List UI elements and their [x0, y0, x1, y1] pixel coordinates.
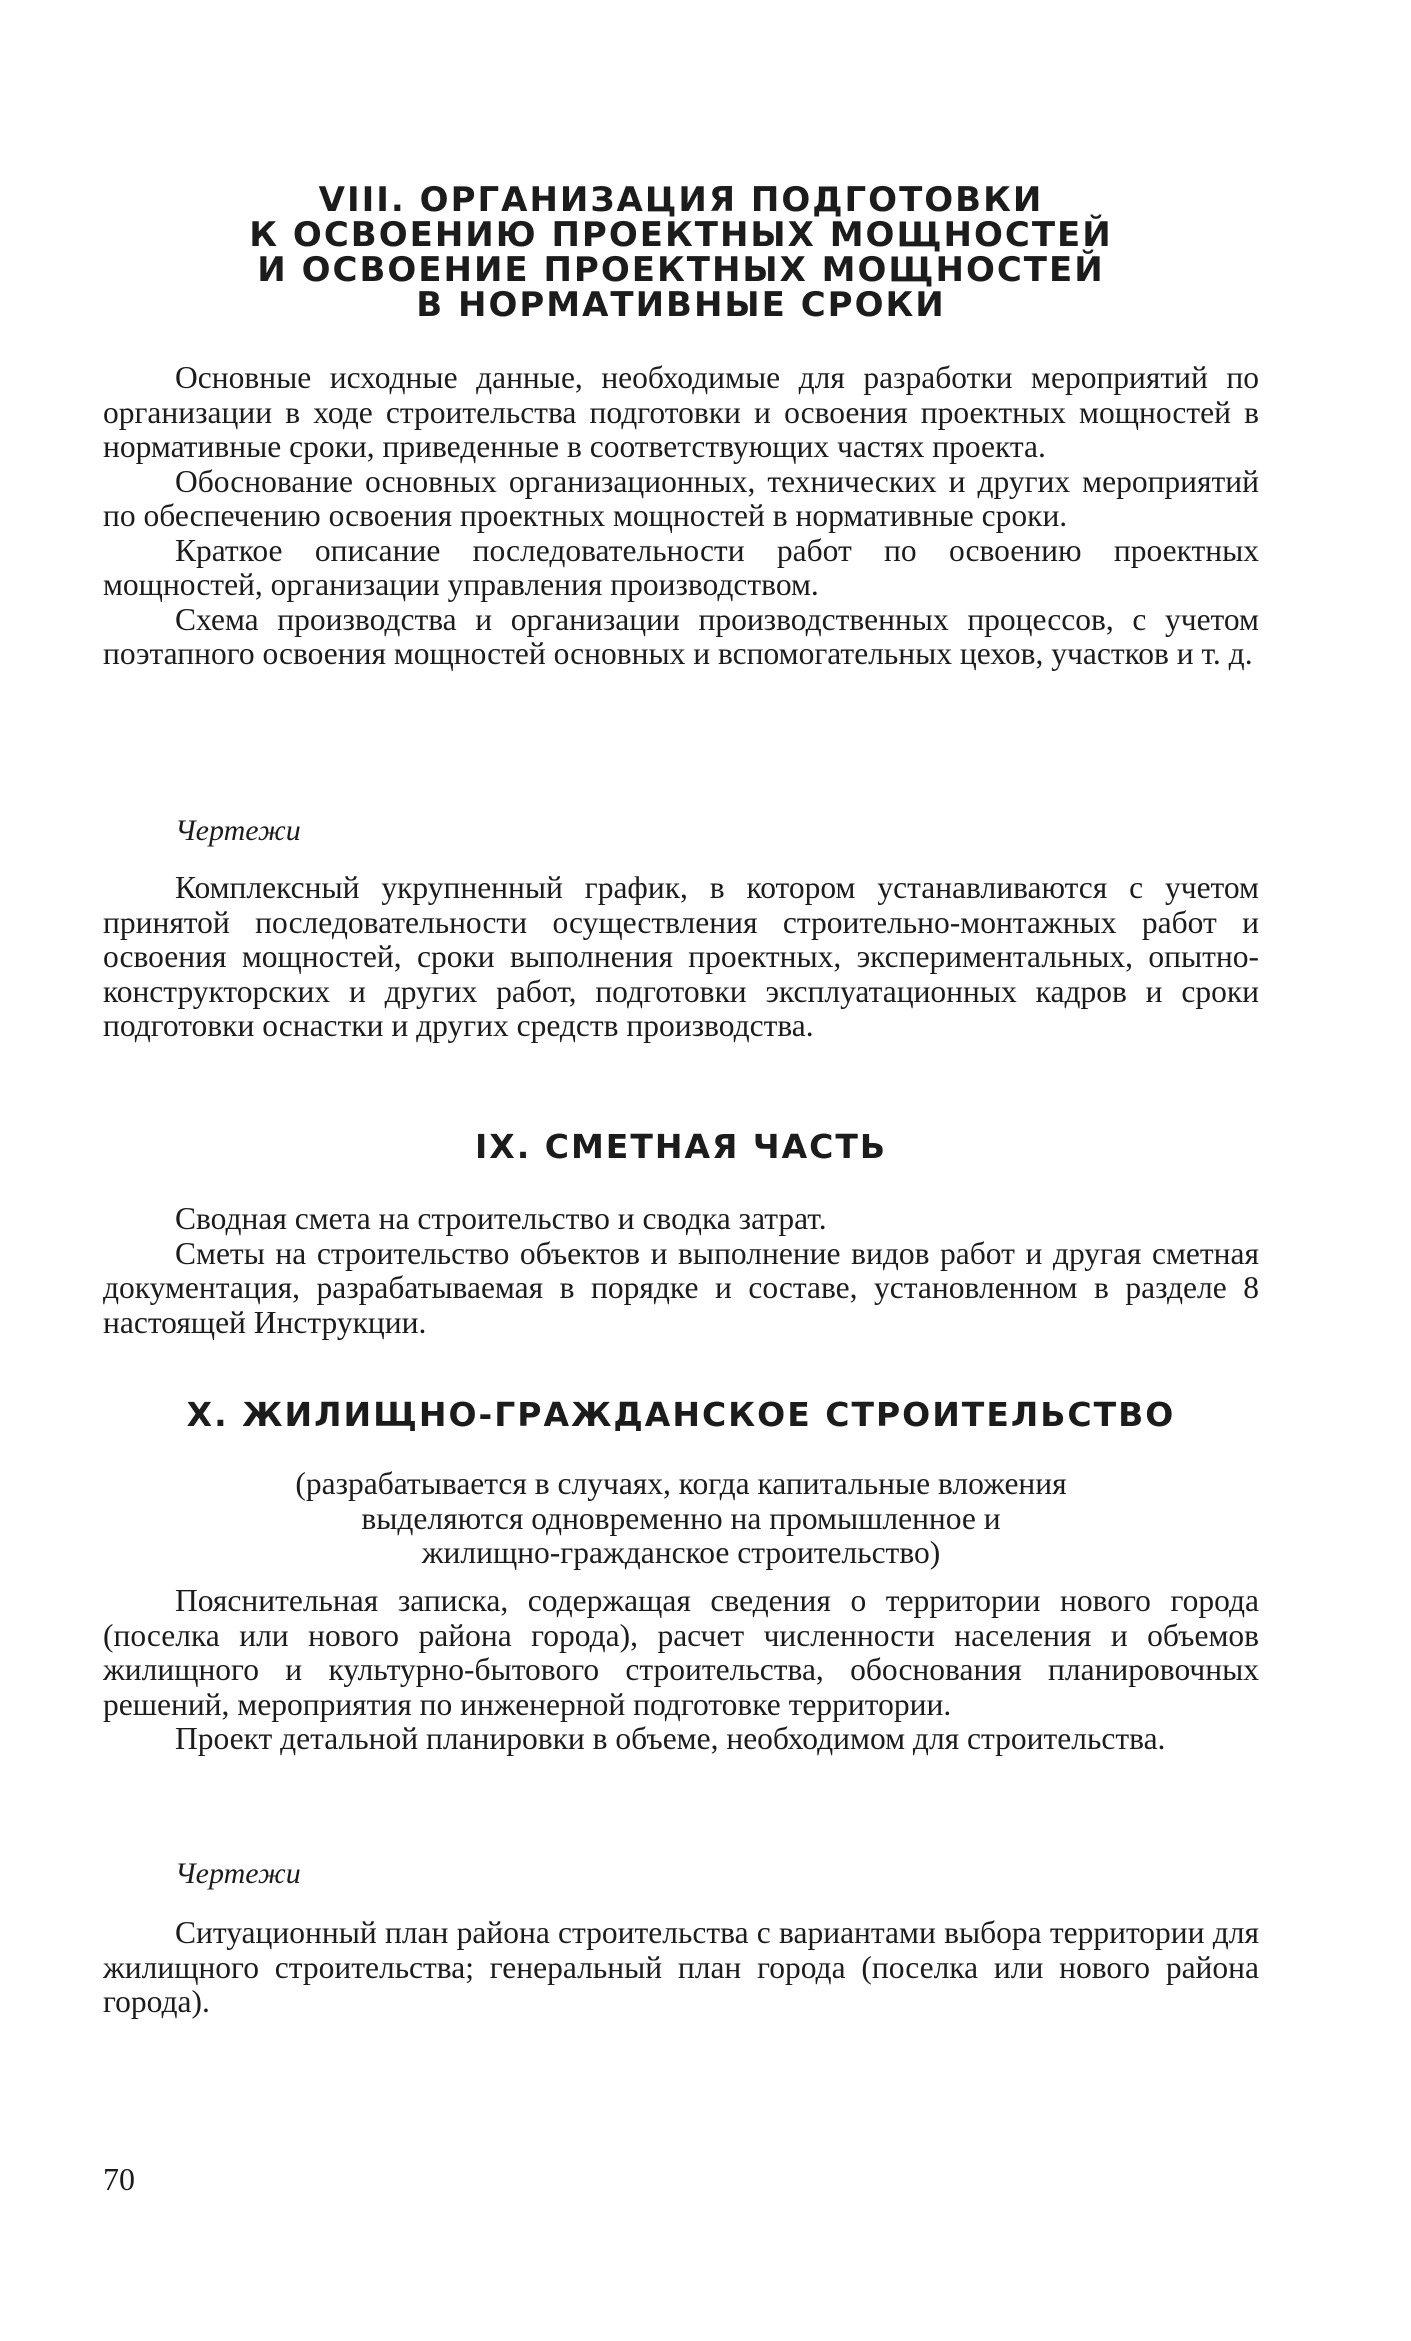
- section-x-drawings-body: [103, 1916, 1259, 2020]
- section-viii-title-line-3: И ОСВОЕНИЕ ПРОЕКТНЫХ МОЩНОСТЕЙ: [257, 250, 1105, 290]
- section-x-note-line-3: жилищно-гражданское строительство): [421, 1535, 941, 1570]
- section-x-drawings-label: Чертежи: [175, 1857, 301, 1890]
- section-x-scope-note: [103, 1467, 1259, 1571]
- section-x-body: [103, 1584, 1259, 1757]
- section-ix-paragraph-2: Сметы на строительство объектов и выполнение видов работ и другая сметная документация, разрабатываемая в порядке и составе, установленном в разделе 8 настоящей Инструкции.: [103, 1235, 1259, 1340]
- section-ix-paragraph-1: Сводная смета на строительство и сводка затрат.: [175, 1201, 827, 1236]
- section-x-note-line-1: (разрабатывается в случаях, когда капитальные вложения: [295, 1466, 1067, 1501]
- section-viii-title-line-1: VIII. ОРГАНИЗАЦИЯ ПОДГОТОВКИ: [318, 180, 1044, 220]
- section-ix-body: [103, 1202, 1259, 1340]
- section-viii-drawings-label: Чертежи: [175, 814, 301, 847]
- section-x-drawings-paragraph: Ситуационный план района строительства с вариантами выбора территории для жилищного строительства; генеральный план города (поселка или нового района города).: [103, 1915, 1259, 2019]
- section-viii-drawings-paragraph: Комплексный укрупненный график, в котором устанавливаются с учетом принятой последовательности осуществления строительно-монтажных работ и освоения мощностей, сроки выполнения проектных, экспериментальных, опытно-конструкторских и других работ, подготовки эксплуатационных кадров и сроки подготовки оснастки и других средств производства.: [103, 870, 1259, 1043]
- section-viii-title-line-2: К ОСВОЕНИЮ ПРОЕКТНЫХ МОЩНОСТЕЙ: [249, 215, 1113, 255]
- section-viii-title-line-4: В НОРМАТИВНЫЕ СРОКИ: [416, 285, 946, 325]
- section-x-title: X. ЖИЛИЩНО-ГРАЖДАНСКОЕ СТРОИТЕЛЬСТВО: [186, 1395, 1176, 1434]
- section-x-paragraph-2: Проект детальной планировки в объеме, необходимом для строительства.: [175, 1721, 1166, 1756]
- section-viii-title: [103, 180, 1259, 325]
- section-viii-paragraph-1: Основные исходные данные, необходимые для разработки мероприятий по организации в ходе строительства подготовки и освоения проектных мощностей в нормативные сроки, приведенные в соответствующих частях проекта.: [103, 360, 1259, 464]
- section-viii-body: [103, 361, 1259, 672]
- section-x-paragraph-1: Пояснительная записка, содержащая сведения о территории нового города (поселка или нового района города), расчет численности населения и объемов жилищного и культурно-бытового строительства, обоснования планировочных решений, мероприятия по инженерной подготовке территории.: [103, 1583, 1259, 1722]
- section-ix-title: IX. СМЕТНАЯ ЧАСТЬ: [474, 1127, 887, 1166]
- section-viii-paragraph-3: Краткое описание последовательности работ по освоению проектных мощностей, организации управления производством.: [103, 532, 1259, 602]
- section-viii-drawings-body: [103, 871, 1259, 1044]
- page-number: 70: [103, 2161, 135, 2197]
- section-viii-paragraph-4: Схема производства и организации производственных процессов, с учетом поэтапного освоения мощностей основных и вспомогательных цехов, участков и т. д.: [103, 601, 1259, 671]
- section-viii-paragraph-2: Обоснование основных организационных, технических и других мероприятий по обеспечению освоения проектных мощностей в нормативные сроки.: [103, 463, 1259, 533]
- section-x-note-line-2: выделяются одновременно на промышленное и: [361, 1500, 1001, 1536]
